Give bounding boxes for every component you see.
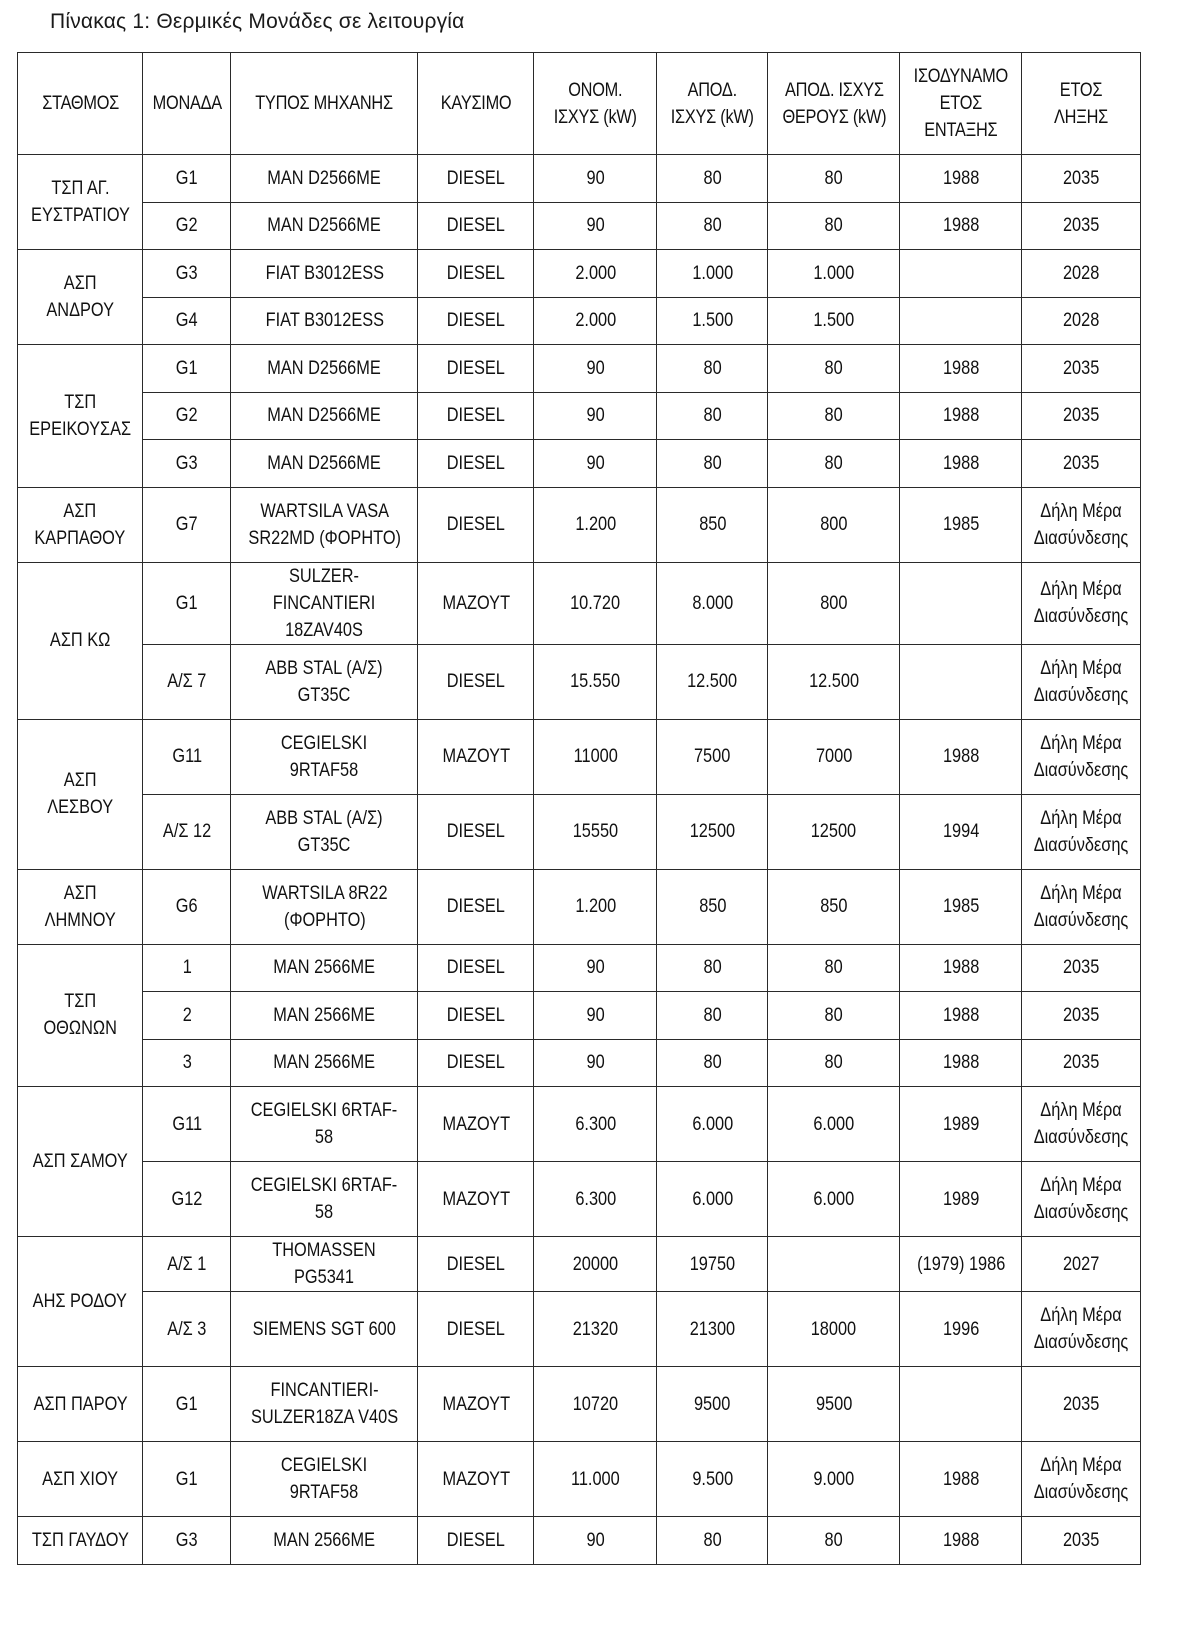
unit-cell: 2	[143, 992, 231, 1040]
engine-type-cell: WARTSILA VASA SR22MD (ΦΟΡΗΤΟ)	[231, 487, 418, 562]
entry-year-cell: 1985	[900, 487, 1022, 562]
summer-power-cell: 80	[768, 1039, 900, 1087]
fuel-cell: ΜΑΖΟΥΤ	[418, 1367, 534, 1442]
summer-power-cell: 80	[768, 155, 900, 203]
header-entry-year: ΙΣΟΔΥΝΑΜΟ ΕΤΟΣ ΕΝΤΑΞΗΣ	[900, 53, 1022, 155]
fuel-cell: DIESEL	[418, 1292, 534, 1367]
engine-type-cell: FIAT B3012ESS	[231, 297, 418, 345]
nominal-power-cell: 10.720	[534, 562, 657, 644]
station-name-cell: ΤΣΠ ΕΡΕΙΚΟΥΣΑΣ	[18, 345, 143, 488]
entry-year-cell: 1996	[900, 1292, 1022, 1367]
unit-cell: Α/Σ 7	[143, 644, 231, 719]
thermal-units-table	[17, 52, 1141, 1565]
entry-year-cell: 1994	[900, 794, 1022, 869]
available-power-cell: 80	[657, 202, 768, 250]
nominal-power-cell: 90	[534, 1517, 657, 1565]
nominal-power-cell: 90	[534, 440, 657, 488]
nominal-power-cell: 90	[534, 202, 657, 250]
unit-cell: G11	[143, 1087, 231, 1162]
end-year-cell: 2035	[1022, 440, 1141, 488]
entry-year-cell: 1988	[900, 944, 1022, 992]
unit-cell: Α/Σ 3	[143, 1292, 231, 1367]
table-row	[18, 1367, 1141, 1442]
unit-cell: G7	[143, 487, 231, 562]
end-year-cell: 2027	[1022, 1237, 1141, 1292]
summer-power-cell: 1.000	[768, 250, 900, 298]
available-power-cell: 21300	[657, 1292, 768, 1367]
nominal-power-cell: 15.550	[534, 644, 657, 719]
engine-type-cell: MAN 2566ME	[231, 944, 418, 992]
end-year-cell: 2035	[1022, 155, 1141, 203]
station-name-cell: ΑΣΠ ΧΙΟΥ	[18, 1442, 143, 1517]
summer-power-cell: 800	[768, 487, 900, 562]
table-row	[18, 1087, 1141, 1162]
header-end-year: ΕΤΟΣ ΛΗΞΗΣ	[1022, 53, 1141, 155]
summer-power-cell: 80	[768, 944, 900, 992]
table-row	[18, 392, 1141, 440]
entry-year-cell	[900, 250, 1022, 298]
station-name-cell: ΑΣΠ ΛΕΣΒΟΥ	[18, 719, 143, 869]
table-row	[18, 992, 1141, 1040]
station-name-cell: ΤΣΠ ΟΘΩΝΩΝ	[18, 944, 143, 1087]
fuel-cell: DIESEL	[418, 297, 534, 345]
entry-year-cell: 1988	[900, 345, 1022, 393]
summer-power-cell: 6.000	[768, 1087, 900, 1162]
entry-year-cell	[900, 297, 1022, 345]
table-row	[18, 1517, 1141, 1565]
table-row	[18, 719, 1141, 794]
station-name-cell: ΑΣΠ ΚΩ	[18, 562, 143, 719]
entry-year-cell: 1989	[900, 1162, 1022, 1237]
entry-year-cell: 1985	[900, 869, 1022, 944]
summer-power-cell: 850	[768, 869, 900, 944]
available-power-cell: 80	[657, 1039, 768, 1087]
table-row	[18, 794, 1141, 869]
nominal-power-cell: 90	[534, 992, 657, 1040]
end-year-cell: 2028	[1022, 250, 1141, 298]
fuel-cell: DIESEL	[418, 392, 534, 440]
table-row	[18, 440, 1141, 488]
unit-cell: Α/Σ 1	[143, 1237, 231, 1292]
entry-year-cell	[900, 644, 1022, 719]
fuel-cell: DIESEL	[418, 1517, 534, 1565]
unit-cell: 1	[143, 944, 231, 992]
nominal-power-cell: 21320	[534, 1292, 657, 1367]
fuel-cell: DIESEL	[418, 794, 534, 869]
engine-type-cell: CEGIELSKI 9RTAF58	[231, 1442, 418, 1517]
entry-year-cell: 1988	[900, 1442, 1022, 1517]
nominal-power-cell: 90	[534, 392, 657, 440]
table-row	[18, 297, 1141, 345]
fuel-cell: DIESEL	[418, 155, 534, 203]
nominal-power-cell: 2.000	[534, 250, 657, 298]
nominal-power-cell: 1.200	[534, 487, 657, 562]
available-power-cell: 6.000	[657, 1162, 768, 1237]
station-name-cell: ΑΣΠ ΠΑΡΟΥ	[18, 1367, 143, 1442]
engine-type-cell: ABB STAL (Α/Σ) GT35C	[231, 644, 418, 719]
unit-cell: G1	[143, 1442, 231, 1517]
unit-cell: G1	[143, 155, 231, 203]
header-nominal-power: ΟΝΟΜ. ΙΣΧΥΣ (kW)	[534, 53, 657, 155]
engine-type-cell: SULZER-FINCANTIERI 18ZAV40S	[231, 562, 418, 644]
available-power-cell: 80	[657, 345, 768, 393]
summer-power-cell: 80	[768, 392, 900, 440]
fuel-cell: DIESEL	[418, 944, 534, 992]
table-body	[18, 155, 1141, 1565]
engine-type-cell: FINCANTIERI- SULZER18ZA V40S	[231, 1367, 418, 1442]
unit-cell: G2	[143, 202, 231, 250]
table-row	[18, 944, 1141, 992]
nominal-power-cell: 20000	[534, 1237, 657, 1292]
nominal-power-cell: 6.300	[534, 1162, 657, 1237]
entry-year-cell: 1988	[900, 1517, 1022, 1565]
fuel-cell: DIESEL	[418, 1237, 534, 1292]
fuel-cell: ΜΑΖΟΥΤ	[418, 1442, 534, 1517]
header-unit: ΜΟΝΑΔΑ	[143, 53, 231, 155]
table-row	[18, 1292, 1141, 1367]
fuel-cell: ΜΑΖΟΥΤ	[418, 1162, 534, 1237]
station-name-cell: ΑΣΠ ΣΑΜΟΥ	[18, 1087, 143, 1237]
entry-year-cell	[900, 562, 1022, 644]
table-row	[18, 487, 1141, 562]
engine-type-cell: MAN D2566ME	[231, 345, 418, 393]
nominal-power-cell: 15550	[534, 794, 657, 869]
fuel-cell: DIESEL	[418, 992, 534, 1040]
entry-year-cell	[900, 1367, 1022, 1442]
available-power-cell: 9500	[657, 1367, 768, 1442]
available-power-cell: 12500	[657, 794, 768, 869]
fuel-cell: DIESEL	[418, 440, 534, 488]
summer-power-cell: 9.000	[768, 1442, 900, 1517]
available-power-cell: 80	[657, 944, 768, 992]
end-year-cell: 2035	[1022, 392, 1141, 440]
table-caption: Πίνακας 1: Θερμικές Μονάδες σε λειτουργία	[50, 10, 465, 33]
entry-year-cell: 1989	[900, 1087, 1022, 1162]
end-year-cell: Δήλη Μέρα Διασύνδεσης	[1022, 644, 1141, 719]
available-power-cell: 850	[657, 869, 768, 944]
fuel-cell: DIESEL	[418, 487, 534, 562]
table-row	[18, 1237, 1141, 1292]
end-year-cell: Δήλη Μέρα Διασύνδεσης	[1022, 1442, 1141, 1517]
unit-cell: G1	[143, 562, 231, 644]
header-summer-power: ΑΠΟΔ. ΙΣΧΥΣ ΘΕΡΟΥΣ (kW)	[768, 53, 900, 155]
end-year-cell: Δήλη Μέρα Διασύνδεσης	[1022, 1292, 1141, 1367]
end-year-cell: Δήλη Μέρα Διασύνδεσης	[1022, 562, 1141, 644]
fuel-cell: DIESEL	[418, 869, 534, 944]
unit-cell: G2	[143, 392, 231, 440]
summer-power-cell: 80	[768, 992, 900, 1040]
unit-cell: G4	[143, 297, 231, 345]
fuel-cell: DIESEL	[418, 202, 534, 250]
summer-power-cell: 9500	[768, 1367, 900, 1442]
header-row	[18, 53, 1141, 155]
entry-year-cell: 1988	[900, 992, 1022, 1040]
fuel-cell: DIESEL	[418, 345, 534, 393]
header-engine-type: ΤΥΠΟΣ ΜΗΧΑΝΗΣ	[231, 53, 418, 155]
table-row	[18, 562, 1141, 644]
fuel-cell: ΜΑΖΟΥΤ	[418, 719, 534, 794]
summer-power-cell: 12500	[768, 794, 900, 869]
end-year-cell: Δήλη Μέρα Διασύνδεσης	[1022, 794, 1141, 869]
available-power-cell: 1.500	[657, 297, 768, 345]
end-year-cell: Δήλη Μέρα Διασύνδεσης	[1022, 869, 1141, 944]
entry-year-cell: (1979) 1986	[900, 1237, 1022, 1292]
station-name-cell: ΤΣΠ ΑΓ. ΕΥΣΤΡΑΤΙΟΥ	[18, 155, 143, 250]
nominal-power-cell: 11.000	[534, 1442, 657, 1517]
end-year-cell: Δήλη Μέρα Διασύνδεσης	[1022, 487, 1141, 562]
table-row	[18, 1442, 1141, 1517]
table-row	[18, 869, 1141, 944]
end-year-cell: 2035	[1022, 1517, 1141, 1565]
summer-power-cell	[768, 1237, 900, 1292]
unit-cell: 3	[143, 1039, 231, 1087]
station-name-cell: ΤΣΠ ΓΑΥΔΟΥ	[18, 1517, 143, 1565]
available-power-cell: 80	[657, 992, 768, 1040]
engine-type-cell: MAN 2566ME	[231, 1039, 418, 1087]
entry-year-cell: 1988	[900, 440, 1022, 488]
unit-cell: Α/Σ 12	[143, 794, 231, 869]
fuel-cell: DIESEL	[418, 1039, 534, 1087]
nominal-power-cell: 11000	[534, 719, 657, 794]
fuel-cell: DIESEL	[418, 250, 534, 298]
nominal-power-cell: 90	[534, 155, 657, 203]
unit-cell: G11	[143, 719, 231, 794]
available-power-cell: 7500	[657, 719, 768, 794]
engine-type-cell: MAN 2566ME	[231, 992, 418, 1040]
summer-power-cell: 12.500	[768, 644, 900, 719]
end-year-cell: Δήλη Μέρα Διασύνδεσης	[1022, 1162, 1141, 1237]
engine-type-cell: CEGIELSKI 9RTAF58	[231, 719, 418, 794]
table-row	[18, 250, 1141, 298]
table-row	[18, 345, 1141, 393]
unit-cell: G1	[143, 345, 231, 393]
end-year-cell: 2035	[1022, 1039, 1141, 1087]
available-power-cell: 19750	[657, 1237, 768, 1292]
summer-power-cell: 80	[768, 1517, 900, 1565]
summer-power-cell: 800	[768, 562, 900, 644]
station-name-cell: ΑΣΠ ΛΗΜΝΟΥ	[18, 869, 143, 944]
nominal-power-cell: 90	[534, 345, 657, 393]
end-year-cell: 2035	[1022, 345, 1141, 393]
available-power-cell: 1.000	[657, 250, 768, 298]
table-row	[18, 202, 1141, 250]
unit-cell: G3	[143, 440, 231, 488]
entry-year-cell: 1988	[900, 155, 1022, 203]
entry-year-cell: 1988	[900, 202, 1022, 250]
table-row	[18, 155, 1141, 203]
station-name-cell: ΑΗΣ ΡΟΔΟΥ	[18, 1237, 143, 1367]
entry-year-cell: 1988	[900, 392, 1022, 440]
header-fuel: ΚΑΥΣΙΜΟ	[418, 53, 534, 155]
end-year-cell: Δήλη Μέρα Διασύνδεσης	[1022, 1087, 1141, 1162]
unit-cell: G6	[143, 869, 231, 944]
engine-type-cell: ABB STAL (Α/Σ) GT35C	[231, 794, 418, 869]
engine-type-cell: MAN D2566ME	[231, 440, 418, 488]
end-year-cell: 2035	[1022, 944, 1141, 992]
table-row	[18, 1162, 1141, 1237]
end-year-cell: 2035	[1022, 992, 1141, 1040]
entry-year-cell: 1988	[900, 1039, 1022, 1087]
engine-type-cell: CEGIELSKI 6RTAF-58	[231, 1087, 418, 1162]
engine-type-cell: WARTSILA 8R22 (ΦΟΡΗΤΟ)	[231, 869, 418, 944]
available-power-cell: 8.000	[657, 562, 768, 644]
summer-power-cell: 6.000	[768, 1162, 900, 1237]
header-available-power: ΑΠΟΔ. ΙΣΧΥΣ (kW)	[657, 53, 768, 155]
entry-year-cell: 1988	[900, 719, 1022, 794]
nominal-power-cell: 2.000	[534, 297, 657, 345]
nominal-power-cell: 10720	[534, 1367, 657, 1442]
engine-type-cell: SIEMENS SGT 600	[231, 1292, 418, 1367]
nominal-power-cell: 90	[534, 1039, 657, 1087]
end-year-cell: 2035	[1022, 202, 1141, 250]
unit-cell: G1	[143, 1367, 231, 1442]
summer-power-cell: 18000	[768, 1292, 900, 1367]
available-power-cell: 80	[657, 440, 768, 488]
table-row	[18, 644, 1141, 719]
engine-type-cell: MAN D2566ME	[231, 392, 418, 440]
available-power-cell: 850	[657, 487, 768, 562]
engine-type-cell: MAN D2566ME	[231, 155, 418, 203]
engine-type-cell: MAN D2566ME	[231, 202, 418, 250]
summer-power-cell: 80	[768, 202, 900, 250]
station-name-cell: ΑΣΠ ΑΝΔΡΟΥ	[18, 250, 143, 345]
table-row	[18, 1039, 1141, 1087]
engine-type-cell: CEGIELSKI 6RTAF-58	[231, 1162, 418, 1237]
end-year-cell: 2035	[1022, 1367, 1141, 1442]
available-power-cell: 6.000	[657, 1087, 768, 1162]
engine-type-cell: MAN 2566ME	[231, 1517, 418, 1565]
fuel-cell: ΜΑΖΟΥΤ	[418, 1087, 534, 1162]
summer-power-cell: 80	[768, 345, 900, 393]
fuel-cell: DIESEL	[418, 644, 534, 719]
summer-power-cell: 1.500	[768, 297, 900, 345]
nominal-power-cell: 90	[534, 944, 657, 992]
summer-power-cell: 7000	[768, 719, 900, 794]
station-name-cell: ΑΣΠ ΚΑΡΠΑΘΟΥ	[18, 487, 143, 562]
header-station: ΣΤΑΘΜΟΣ	[18, 53, 143, 155]
engine-type-cell: FIAT B3012ESS	[231, 250, 418, 298]
unit-cell: G3	[143, 250, 231, 298]
end-year-cell: 2028	[1022, 297, 1141, 345]
summer-power-cell: 80	[768, 440, 900, 488]
nominal-power-cell: 6.300	[534, 1087, 657, 1162]
available-power-cell: 80	[657, 1517, 768, 1565]
available-power-cell: 12.500	[657, 644, 768, 719]
available-power-cell: 80	[657, 155, 768, 203]
engine-type-cell: THOMASSEN PG5341	[231, 1237, 418, 1292]
available-power-cell: 9.500	[657, 1442, 768, 1517]
nominal-power-cell: 1.200	[534, 869, 657, 944]
available-power-cell: 80	[657, 392, 768, 440]
end-year-cell: Δήλη Μέρα Διασύνδεσης	[1022, 719, 1141, 794]
unit-cell: G3	[143, 1517, 231, 1565]
unit-cell: G12	[143, 1162, 231, 1237]
fuel-cell: ΜΑΖΟΥΤ	[418, 562, 534, 644]
